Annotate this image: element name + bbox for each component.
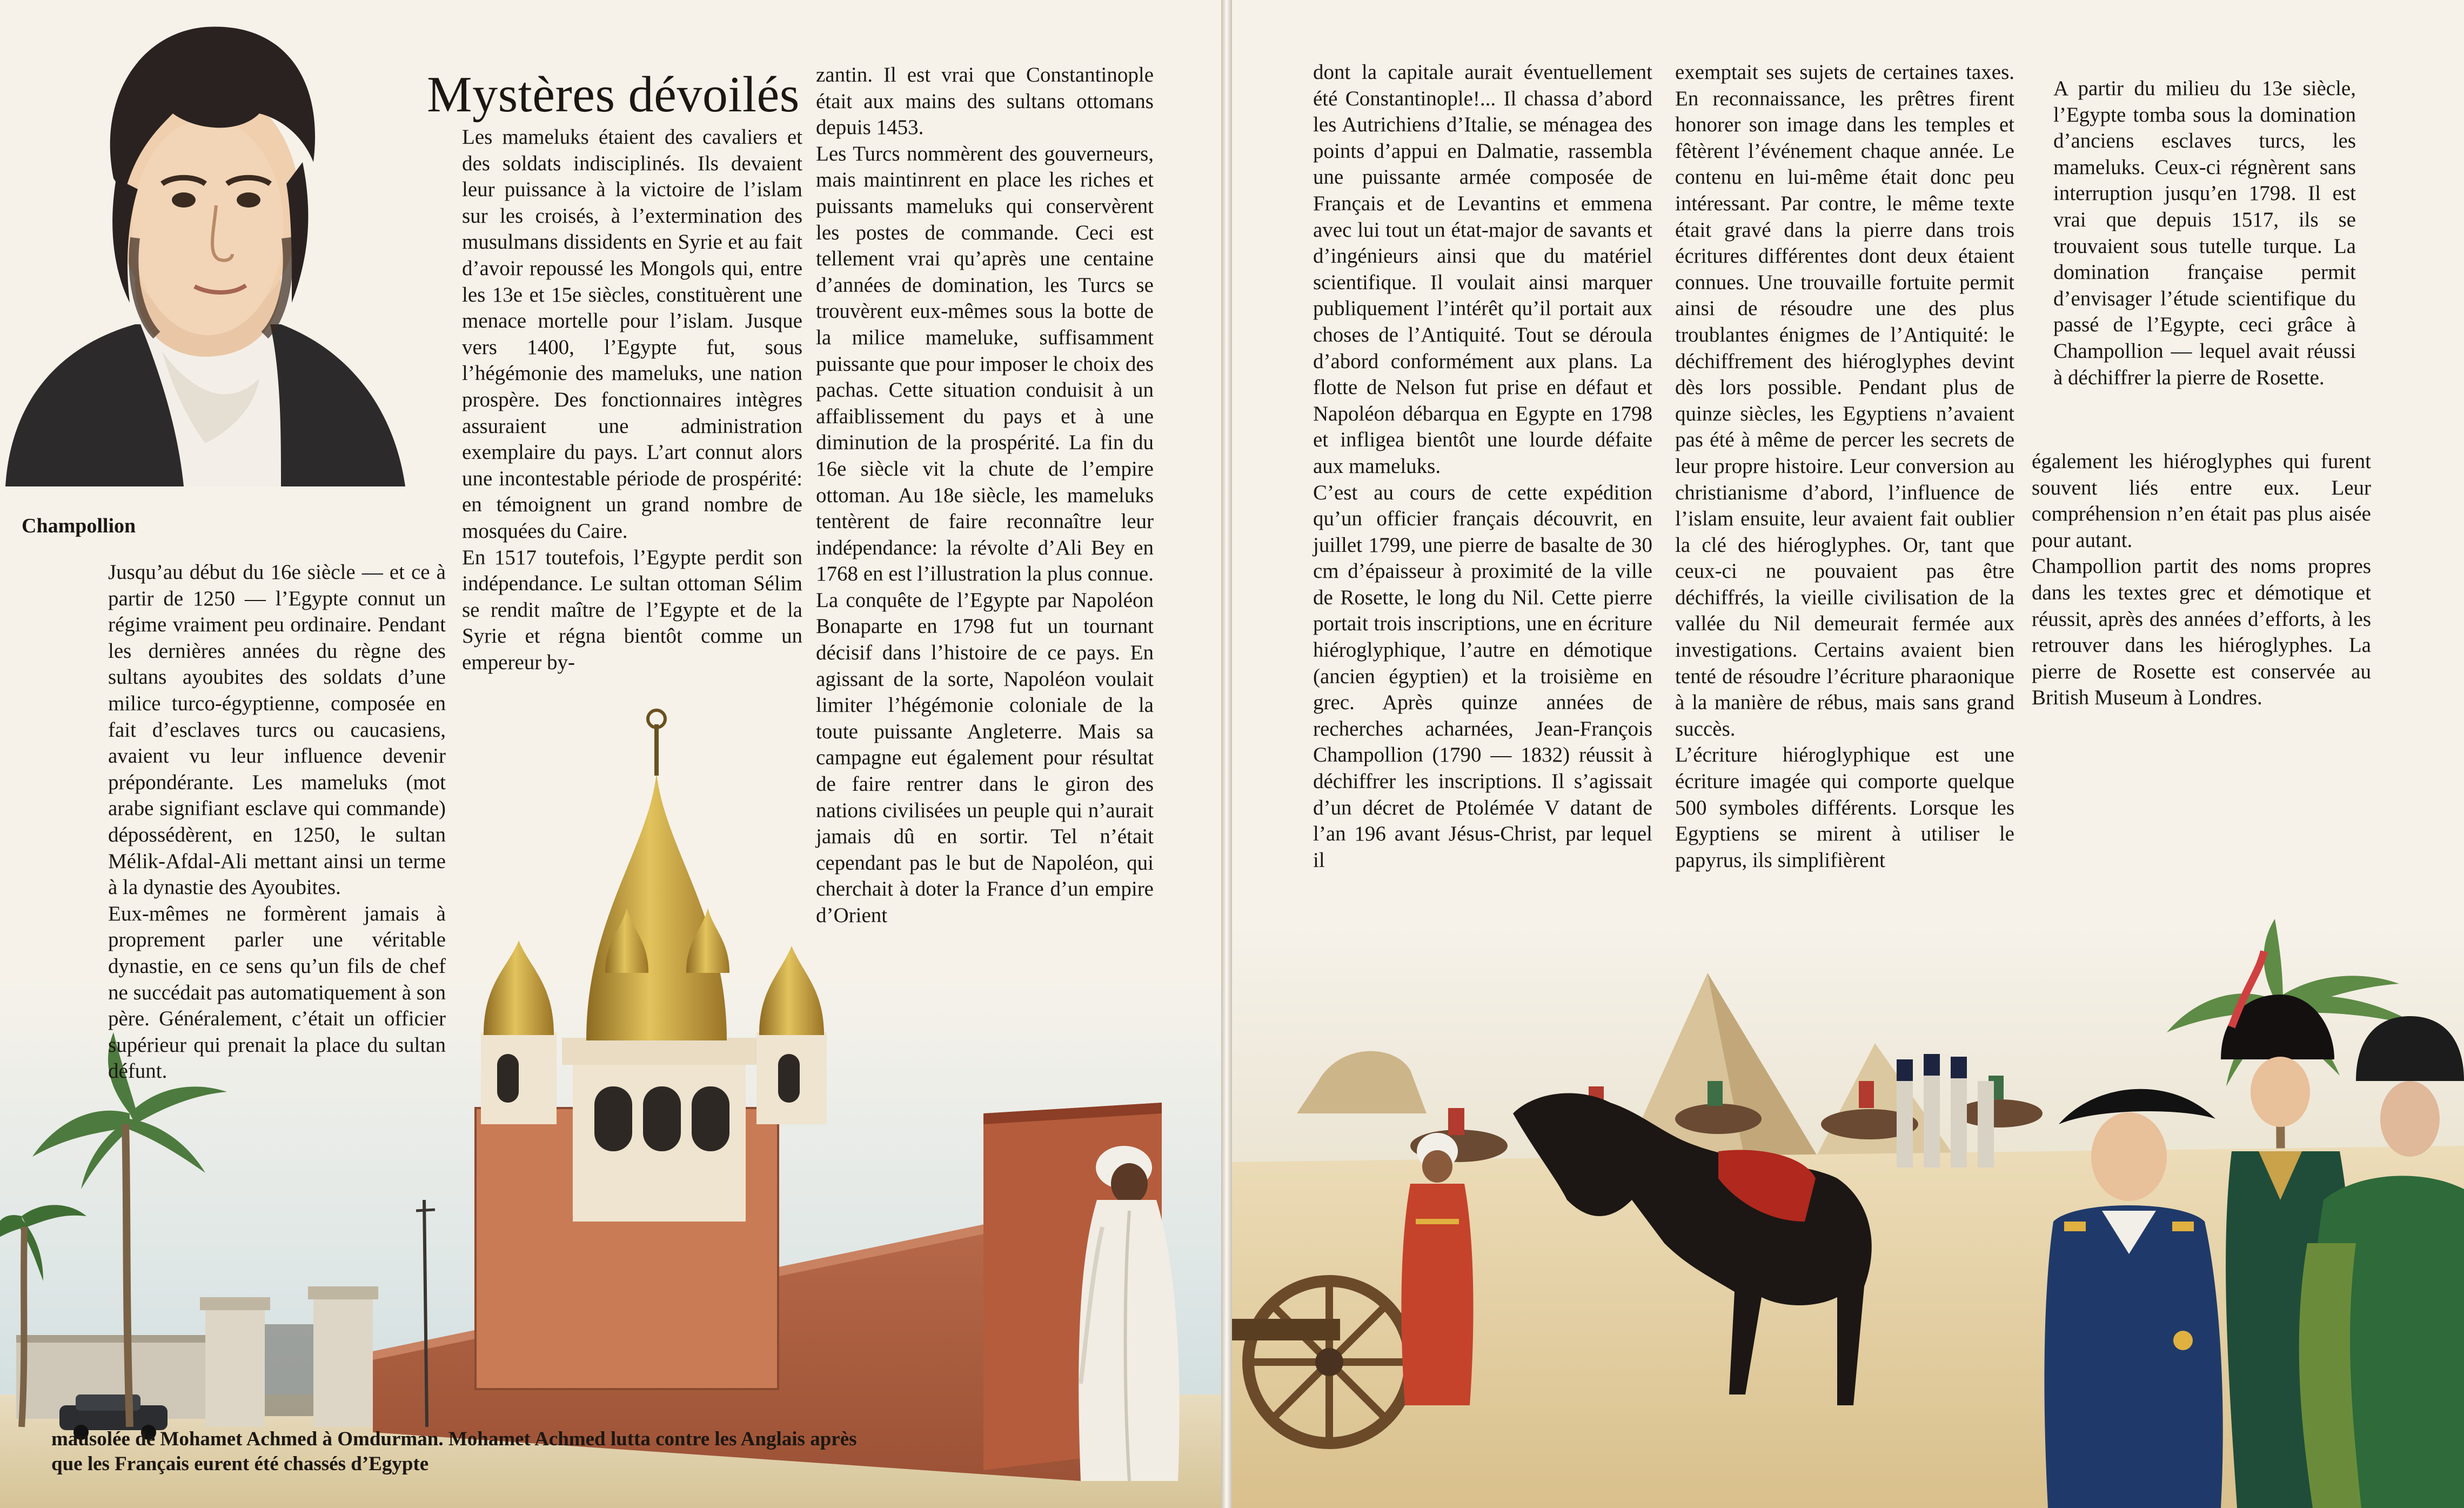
mosque-caption: mausolée de Mohamet Achmed à Omdurman. Mohamet Achmed lutta contre les Anglais après que les Français eurent été chassés d’Egypte <box>51 1428 857 1475</box>
paragraph: Jusqu’au début du 16e siècle — et ce à partir de 1250 — l’Egypte connut un régime vraiment peu ordinaire. Pendant les dernières années du règne des sultans ayoubites des soldats d’une milice turco-égyptienne, composée en fait d’esclaves turcs ou caucasiens, avaient vu leur influence devenir prépondérante. Les mameluks (mot arabe signifiant esclave qui commande) dépossédèrent, en 1250, le sultan Mélik-Afdal-Ali mettant ainsi un terme à la dynastie des Ayoubites. <box>108 561 446 899</box>
napoleon-illustration <box>1232 919 2464 1508</box>
text-column-right-a <box>1313 59 1652 873</box>
paragraph: L’écriture hiéroglyphique est une écriture imagée qui comporte quelque 500 symboles différents. Lorsque les Egyptiens se mirent à utiliser le papyrus, ils simplifièrent <box>1675 743 2014 872</box>
paragraph: C’est au cours de cette expédition qu’un officier français découvrit, en juillet 1799, une pierre de basalte de 30 cm d’épaisseur à proximité de la ville de Rosette, le long du Nil. Cette pierre portait trois inscriptions, une en écriture hiéroglyphique, l’autre en démotique (ancien égyptien) et la troisième en grec. Après quinze années de recherches acharnées, Jean-François Champollion (1790 — 1832) réussit à déchiffrer les inscriptions. Il s’agissait d’un décret de Ptolémée V datant de l’an 196 avant Jésus-Christ, par lequel il <box>1313 481 1652 872</box>
text-column-right-b <box>1675 59 2014 873</box>
paragraph: Les Turcs nommèrent des gouverneurs, mais maintinrent en place les riches et puissants mameluks qui conservèrent les postes de commande. Ceci est tellement vrai qu’après une centaine d’années de domination, les Turcs se trouvèrent eux-mêmes sous la botte de la milice mameluke, suffisamment puissante que pour imposer le choix des pachas. Cette situation conduisit à un affaiblissement du pays et à une diminution de la prospérité. La fin du 16e siècle vit la chute de l’empire ottoman. Au 18e siècle, les mameluks tentèrent de faire reconnaître leur indépendance: la révolte d’Ali Bey en 1768 en est l’illustration la plus connue. <box>816 142 1154 586</box>
paragraph: Champollion partit des noms propres dans les textes grec et démotique et réussit, après des années d’efforts, à les retrouver dans les hiéroglyphes. La pierre de Rosette est conservée au British Museum à Londres. <box>2032 555 2371 710</box>
text-column-left-c <box>816 62 1154 929</box>
paragraph: exemptait ses sujets de certaines taxes. En reconnaissance, les prêtres firent honorer son image dans les temples et fêtèrent l’événement chaque année. Le contenu en lui-même était donc peu intéressant. Par contre, le même texte était gravé dans la pierre dans trois écritures différentes dont deux étaient connues. Une trouvaille fortuite permit ainsi de résoudre une des plus troublantes énigmes de l’Antiquité: le déchiffrement des hiéroglyphes devint dès lors possible. Pendant plus de quinze siècles, les Egyptiens n’avaient pas été à même de percer les secrets de leur propre histoire. Leur conversion au christianisme d’abord, l’influence de l’islam ensuite, leur avaient fait oublier la clé des hiéroglyphes. Or, tant que ceux-ci ne pouvaient pas être déchiffrés, la vieille civilisation de la vallée du Nil demeurait fermée aux investigations. Certains avaient bien tenté de résoudre l’écriture pharaonique à la manière de rébus, mais sans grand succès. <box>1675 61 2014 740</box>
paragraph: En 1517 toutefois, l’Egypte perdit son indépendance. Le sultan ottoman Sélim se rendit maître de l’Egypte et de la Syrie et régna bientôt comme un empereur by- <box>462 545 802 674</box>
champollion-portrait <box>0 0 411 497</box>
paragraph: La conquête de l’Egypte par Napoléon Bonaparte en 1798 fut un tournant décisif dans l’histoire de ce pays. En agissant de la sorte, Napoléon voulait limiter l’hégémonie coloniale de la toute puissante Angleterre. Mais sa campagne eut également pour résultat de faire rentrer dans le giron des nations civilisées un peuple qui n’aurait jamais dû en sortir. Tel n’était cependant pas le but de Napoléon, qui cherchait à doter la France d’un empire d’Orient <box>816 588 1154 927</box>
paragraph: également les hiéroglyphes qui furent souvent liés entre eux. Leur compréhension n’en était pas plus aisée pour autant. <box>2032 450 2371 552</box>
paragraph: dont la capitale aurait éventuellement été Constantinople!... Il chassa d’abord les Autrichiens d’Italie, se ménagea des points d’appui en Dalmatie, rassembla une puissante armée composée de Français et de Levantins et emmena avec lui tout un état-major de savants et d’ingénieurs ainsi que du matériel scientifique. Il voulait ainsi marquer publiquement l’intérêt qu’il portait aux choses de l’Antiquité. Tout se déroula d’abord conformément aux plans. La flotte de Nelson fut prise en défaut et Napoléon débarqua en Egypte en 1798 et infligea bientôt une lourde défaite aux mameluks. <box>1313 61 1652 478</box>
portrait-caption: Champollion <box>22 515 136 537</box>
text-column-left-a <box>108 559 446 1085</box>
right-page <box>1232 0 2464 1508</box>
left-page <box>0 0 1221 1508</box>
paragraph: Eux-mêmes ne formèrent jamais à proprement parler une véritable dynastie, en ce sens qu’un fils de chef ne succédait pas automatiquement à son père. Généralement, c’était un officier supérieur qui prenait la place du sultan défunt. <box>108 902 446 1083</box>
book-gutter <box>1221 0 1232 1508</box>
page-title: Mystères dévoilés <box>427 66 800 123</box>
paragraph: zantin. Il est vrai que Constantinople était aux mains des sultans ottomans depuis 1453. <box>816 63 1154 139</box>
text-column-right-summary <box>2053 76 2356 391</box>
text-column-right-c <box>2032 449 2371 711</box>
summary-paragraph: A partir du milieu du 13e siècle, l’Egypte tomba sous la domination d’anciens esclaves turcs, les mameluks. Ceux-ci régnèrent sans interruption jusqu’en 1798. Il est vrai que depuis 1517, ils se trouvaient sous tutelle turque. La domination française permit d’envisager l’étude scientifique du passé de l’Egypte, ceci grâce à Champollion — lequel avait réussi à déchiffrer la pierre de Rosette. <box>2053 77 2356 389</box>
text-column-left-b <box>462 124 802 676</box>
paragraph: Les mameluks étaient des cavaliers et des soldats indisciplinés. Ils devaient leur puissance à la victoire de l’islam sur les croisés, à l’extermination des musulmans dissidents en Syrie et au fait d’avoir repoussé les Mongols qui, entre les 13e et 15e siècles, constituèrent une menace mortelle pour l’islam. Jusque vers 1400, l’Egypte fut, sous l’hégémonie des mameluks, une nation prospère. Des fonctionnaires intègres assuraient une administration exemplaire du pays. L’art connut alors une incontestable période de prospérité: en témoignent un grand nombre de mosquées du Caire. <box>462 125 802 543</box>
